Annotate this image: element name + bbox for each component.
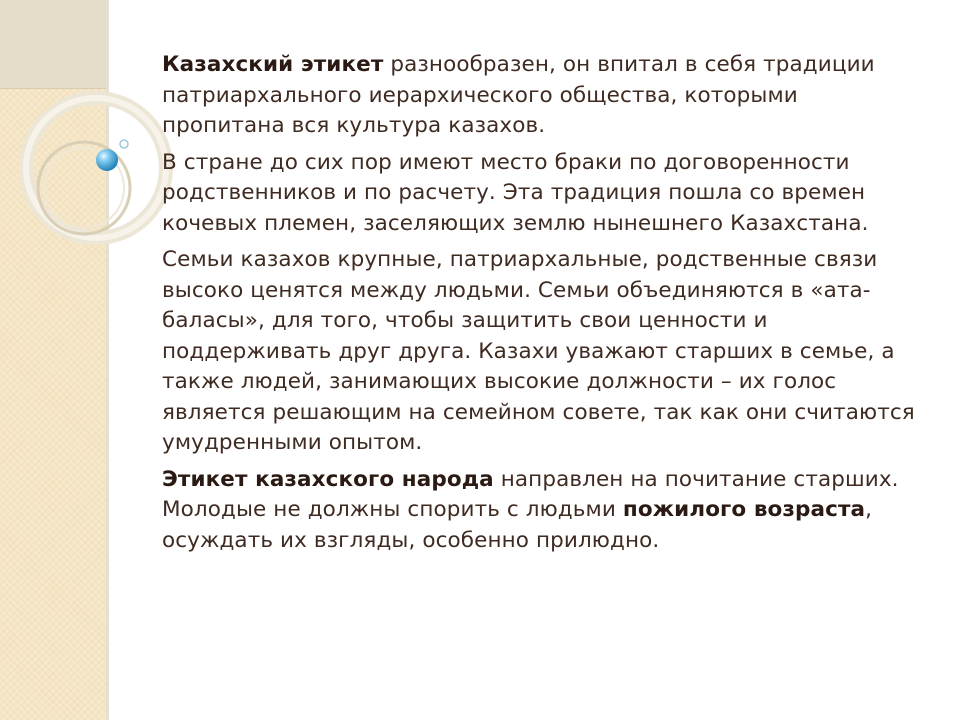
paragraph-2-text: В стране до сих пор имеют место браки по договоренности родственников и по расчету. Эта традиция пошла со времен кочевых племен, заселяющих землю нынешнего Казахстана. xyxy=(162,149,869,236)
paragraph-3-text: Семьи казахов крупные, патриархальные, родственные связи высоко ценятся между людьми. Семьи объединяются в «ата-баласы», для того, чтобы защитить свои ценности и поддерживать друг друга. Казахи уважают старших в семье, а также людей, занимающих высокие должности – их голос является решающим на семейном совете, так как они считаются умудренными опытом. xyxy=(162,247,915,455)
paragraph-1 xyxy=(162,50,922,142)
paragraph-1-text: разнообразен, он впитал в себя традиции патриархального иерархического общества, которыми пропитана вся культура казахов. xyxy=(162,52,875,138)
paragraph-2 xyxy=(162,148,922,240)
decorative-rings-icon xyxy=(0,0,140,260)
bold-lead-1: Казахский этикет xyxy=(162,52,384,77)
bold-mid-4: пожилого возраста xyxy=(622,497,866,522)
bold-lead-4: Этикет казахского народа xyxy=(162,466,494,492)
small-ring-icon xyxy=(120,140,128,148)
main-text-block xyxy=(162,50,922,562)
paragraph-4-text-2: , осуждать их взгляды, особенно прилюдно. xyxy=(162,497,873,553)
paragraph-4 xyxy=(162,465,922,557)
blue-bead-icon xyxy=(96,149,118,171)
paragraph-3 xyxy=(162,245,922,459)
paragraph-4-text-1: направлен на почитание старших. Молодые не должны спорить с людьми xyxy=(162,466,899,522)
